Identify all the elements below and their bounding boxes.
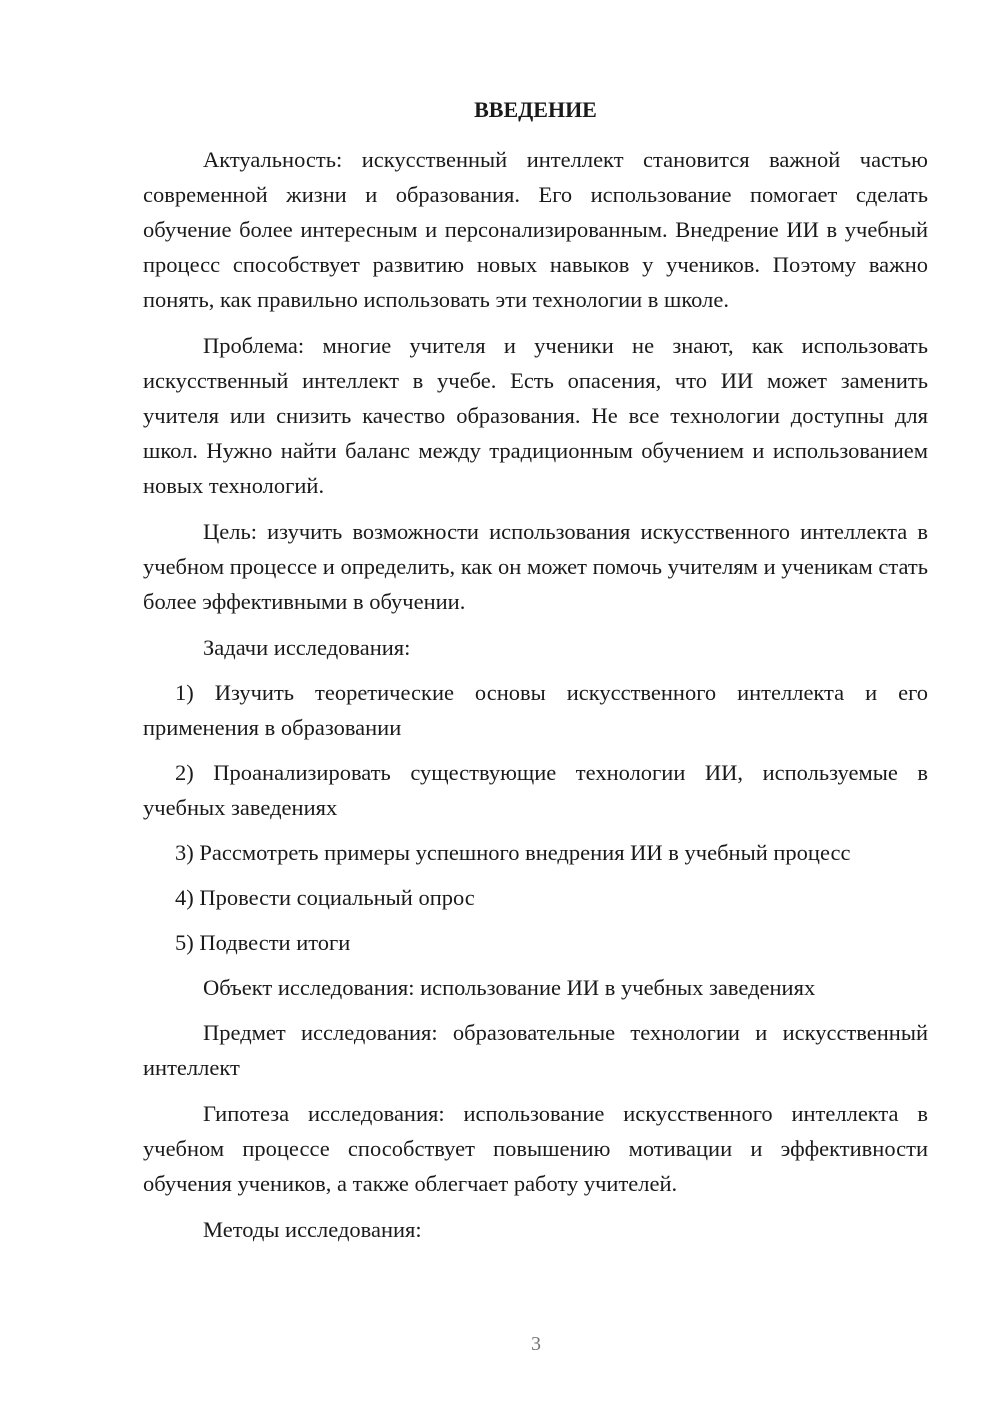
task-item-4: 4) Провести социальный опрос — [175, 885, 475, 910]
paragraph-methods: Методы исследования: — [203, 1217, 422, 1242]
task-item-5: 5) Подвести итоги — [175, 930, 351, 955]
task-item-2: 2) Проанализировать существующие технологии ИИ, используемые в учебных заведениях — [143, 760, 928, 820]
task-item-1: 1) Изучить теоретические основы искусственного интеллекта и его применения в образовании — [143, 680, 928, 740]
paragraph-object: Объект исследования: использование ИИ в учебных заведениях — [203, 975, 816, 1000]
page-number: 3 — [531, 1333, 541, 1355]
page-content — [143, 92, 928, 1258]
page-heading: ВВЕДЕНИЕ — [474, 97, 597, 122]
task-item-3: 3) Рассмотреть примеры успешного внедрения ИИ в учебный процесс — [175, 840, 851, 865]
paragraph-relevance: Актуальность: искусственный интеллект становится важной частью современной жизни и образования. Его использование помогает сделать обучение более интересным и персонализированным. Внедрение ИИ в учебный процесс способствует развитию новых навыков у учеников. Поэтому важно понять, как правильно использовать эти технологии в школе. — [143, 147, 928, 312]
tasks-heading: Задачи исследования: — [203, 635, 411, 660]
paragraph-goal: Цель: изучить возможности использования искусственного интеллекта в учебном процессе и определить, как он может помочь учителям и ученикам стать более эффективными в обучении. — [143, 519, 928, 614]
paragraph-hypothesis: Гипотеза исследования: использование искусственного интеллекта в учебном процессе способствует повышению мотивации и эффективности обучения учеников, а также облегчает работу учителей. — [143, 1101, 928, 1196]
paragraph-problem: Проблема: многие учителя и ученики не знают, как использовать искусственный интеллект в учебе. Есть опасения, что ИИ может заменить учителя или снизить качество образования. Не все технологии доступны для школ. Нужно найти баланс между традиционным обучением и использованием новых технологий. — [143, 333, 928, 498]
paragraph-subject: Предмет исследования: образовательные технологии и искусственный интеллект — [143, 1020, 928, 1080]
